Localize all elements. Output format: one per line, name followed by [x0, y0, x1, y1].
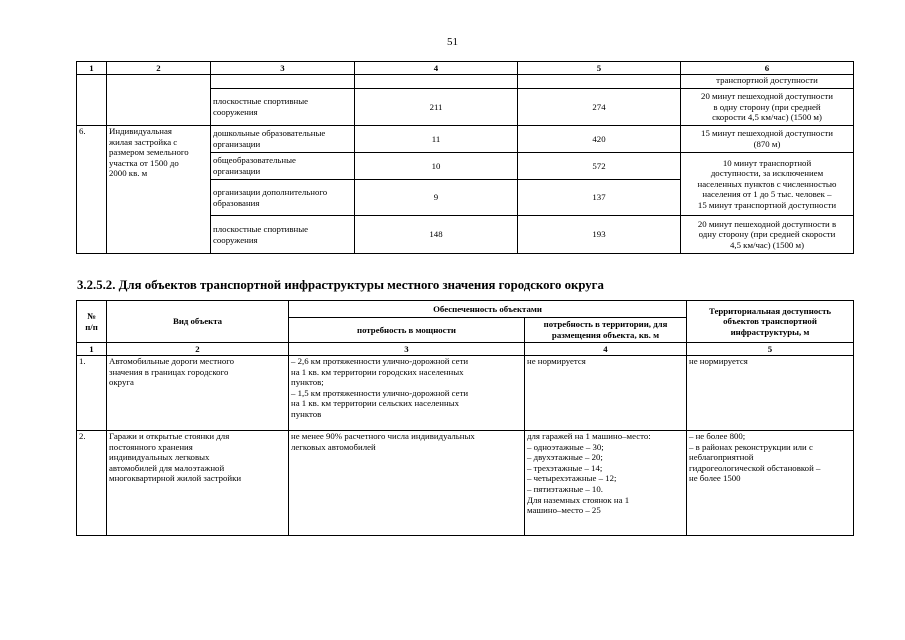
col-num-4: 4 — [355, 62, 518, 75]
territory-value: 572 — [518, 153, 681, 180]
col-num-1: 1 — [77, 343, 107, 356]
capacity-value: 211 — [355, 89, 518, 126]
col-num-2: 2 — [107, 62, 211, 75]
access-value: – не более 800; – в районах реконструкции или с неблагоприятной гидрогеологической обстановкой – не более 1500 — [687, 431, 854, 536]
table-row — [77, 431, 854, 536]
facility-type: общеобразовательные организации — [211, 153, 355, 180]
header-access: Территориальная доступность объектов транспортной инфраструктуры, м — [687, 301, 854, 343]
capacity-value: 10 — [355, 153, 518, 180]
object-name: Гаражи и открытые стоянки для постоянного хранения индивидуальных легковых автомобилей для малоэтажной многоквартирной жилой застройки — [107, 431, 289, 536]
table2-number-row — [77, 343, 854, 356]
col-num-3: 3 — [211, 62, 355, 75]
territory-value: 137 — [518, 180, 681, 216]
col-num-5: 5 — [687, 343, 854, 356]
power-value: не менее 90% расчетного числа индивидуальных легковых автомобилей — [289, 431, 525, 536]
access-value: 20 минут пешеходной доступности в одну сторону (при средней скорости 4,5 км/час) (1500 м) — [681, 216, 854, 254]
territory-value: 420 — [518, 126, 681, 153]
table1-header-row — [77, 62, 854, 75]
header-territory: потребность в территории, для размещения объекта, кв. м — [525, 318, 687, 343]
header-power: потребность в мощности — [289, 318, 525, 343]
table-row — [77, 356, 854, 431]
capacity-value: 148 — [355, 216, 518, 254]
access-value: 10 минут транспортной доступности, за исключением населенных пунктов с численностью населения от 1 до 5 тыс. человек – 15 минут транспортной доступности — [681, 153, 854, 216]
col-num-6: 6 — [681, 62, 854, 75]
col-num-1: 1 — [77, 62, 107, 75]
capacity-value: 11 — [355, 126, 518, 153]
row-number: 1. — [77, 356, 107, 431]
access-value: 15 минут пешеходной доступности (870 м) — [681, 126, 854, 153]
header-num: № п/п — [77, 301, 107, 343]
table2-header-row — [77, 301, 854, 318]
object-name: Индивидуальная жилая застройка с размером земельного участка от 1500 до 2000 кв. м — [107, 126, 211, 254]
territory-value: для гаражей на 1 машино–место: – одноэтажные – 30; – двухэтажные – 20; – трехэтажные – 14; – четырехэтажные – 12; – пятиэтажные – 10. Для наземных стоянок на 1 машино–место – 25 — [525, 431, 687, 536]
facility-type: плоскостные спортивные сооружения — [211, 89, 355, 126]
page-number: 51 — [447, 36, 458, 48]
table-social-infrastructure — [76, 61, 854, 254]
table-row — [77, 75, 854, 89]
access-value: 20 минут пешеходной доступности в одну сторону (при средней скорости 4,5 км/час) (1500 м) — [681, 89, 854, 126]
col-num-5: 5 — [518, 62, 681, 75]
section-heading: 3.2.5.2. Для объектов транспортной инфраструктуры местного значения городского округа — [77, 278, 604, 292]
territory-value: 193 — [518, 216, 681, 254]
facility-type: плоскостные спортивные сооружения — [211, 216, 355, 254]
facility-type: дошкольные образовательные организации — [211, 126, 355, 153]
territory-value: 274 — [518, 89, 681, 126]
territory-value: не нормируется — [525, 356, 687, 431]
row-number: 2. — [77, 431, 107, 536]
facility-type: организации дополнительного образования — [211, 180, 355, 216]
capacity-value: 9 — [355, 180, 518, 216]
continued-access-text: транспортной доступности — [681, 75, 854, 89]
col-num-2: 2 — [107, 343, 289, 356]
col-num-3: 3 — [289, 343, 525, 356]
table-transport-infrastructure — [76, 300, 854, 536]
col-num-4: 4 — [525, 343, 687, 356]
header-object-type: Вид объекта — [107, 301, 289, 343]
row-number: 6. — [77, 126, 107, 254]
object-name: Автомобильные дороги местного значения в границах городского округа — [107, 356, 289, 431]
access-value: не нормируется — [687, 356, 854, 431]
table-row — [77, 126, 854, 153]
header-provision: Обеспеченность объектами — [289, 301, 687, 318]
power-value: – 2,6 км протяженности улично-дорожной сети на 1 кв. км территории городских населенных пунктов; – 1,5 км протяженности улично-дорожной сети на 1 кв. км территории сельских населенных пунктов — [289, 356, 525, 431]
